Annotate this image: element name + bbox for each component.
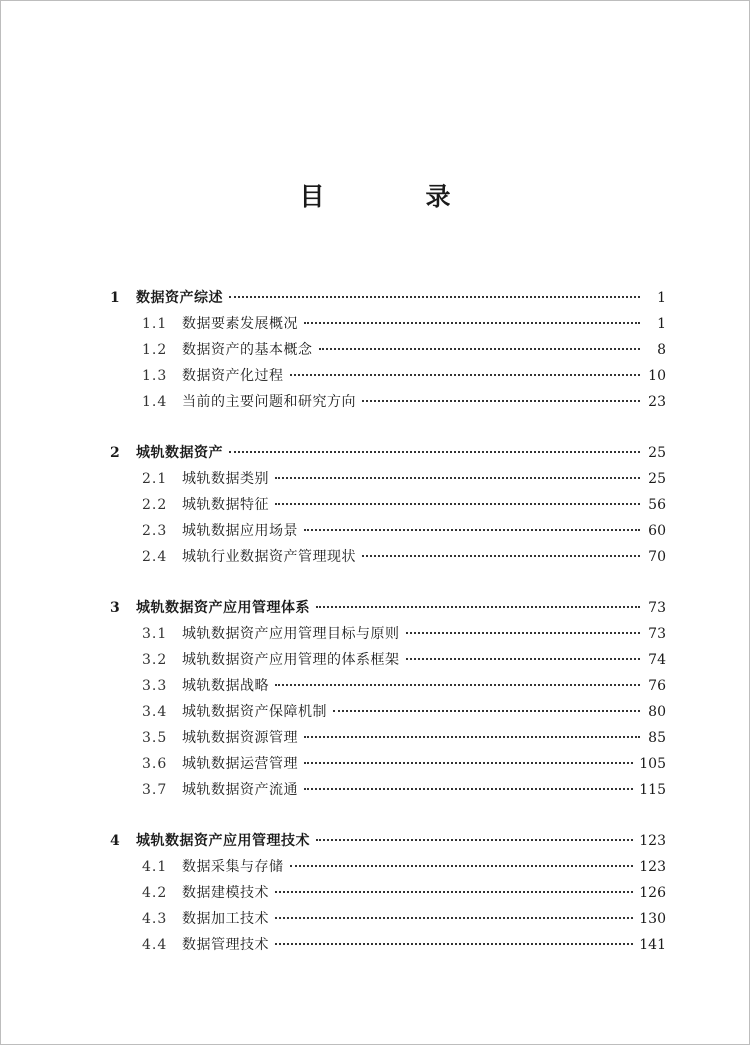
toc-chapter-entry[interactable] [110,440,666,466]
dot-leader [275,477,640,479]
chapter-number: 2 [110,445,120,461]
toc-section-entry[interactable] [110,699,666,725]
toc-section-entry[interactable] [110,880,666,906]
toc-chapter [110,440,666,570]
dot-leader [319,348,641,350]
page-number: 141 [639,937,666,953]
table-of-contents [110,285,666,983]
page-number: 126 [639,885,666,901]
page-number: 123 [639,859,666,875]
toc-section-entry[interactable] [110,389,666,415]
section-title: 城轨数据应用场景 [182,523,298,539]
section-number: 3.1 [142,626,168,642]
page-number: 10 [648,368,666,384]
section-title: 数据建模技术 [182,885,269,901]
section-number: 2.2 [142,497,168,513]
section-title: 数据管理技术 [182,937,269,953]
section-number: 3.2 [142,652,168,668]
toc-section-entry[interactable] [110,777,666,803]
dot-leader [229,451,640,453]
dot-leader [275,891,633,893]
page-number: 74 [648,652,666,668]
section-number: 3.4 [142,704,168,720]
section-title: 城轨数据类别 [182,471,269,487]
toc-chapter-entry[interactable] [110,828,666,854]
section-title: 城轨数据资源管理 [182,730,298,746]
section-number: 1.1 [142,316,168,332]
section-title: 数据采集与存储 [182,859,284,875]
section-title: 城轨数据资产流通 [182,782,298,798]
toc-section-entry[interactable] [110,518,666,544]
dot-leader [304,736,640,738]
dot-leader [290,865,634,867]
section-number: 1.4 [142,394,168,410]
page-number: 1 [657,290,666,306]
chapter-number: 4 [110,833,120,849]
toc-chapter-entry[interactable] [110,285,666,311]
toc-section-entry[interactable] [110,932,666,958]
section-title: 当前的主要问题和研究方向 [182,394,356,410]
section-number: 4.3 [142,911,168,927]
section-number: 1.3 [142,368,168,384]
toc-section-entry[interactable] [110,906,666,932]
section-title: 城轨数据特征 [182,497,269,513]
section-number: 1.2 [142,342,168,358]
section-title: 数据资产化过程 [182,368,284,384]
page-number: 123 [639,833,666,849]
dot-leader [333,710,640,712]
toc-section-entry[interactable] [110,337,666,363]
page-number: 115 [639,782,666,798]
toc-section-entry[interactable] [110,725,666,751]
page-number: 60 [648,523,666,539]
page-number: 76 [648,678,666,694]
page-number: 105 [639,756,666,772]
chapter-number: 1 [110,290,120,306]
dot-leader [362,555,640,557]
section-number: 3.7 [142,782,168,798]
chapter-title: 城轨数据资产应用管理体系 [136,600,310,616]
toc-section-entry[interactable] [110,544,666,570]
page-number: 85 [648,730,666,746]
toc-section-entry[interactable] [110,466,666,492]
section-title: 数据加工技术 [182,911,269,927]
toc-section-entry[interactable] [110,854,666,880]
section-title: 城轨数据战略 [182,678,269,694]
section-number: 3.3 [142,678,168,694]
toc-chapter-entry[interactable] [110,595,666,621]
toc-section-entry[interactable] [110,621,666,647]
page-number: 8 [657,342,666,358]
page-number: 23 [648,394,666,410]
chapter-number: 3 [110,600,120,616]
dot-leader [275,684,640,686]
section-title: 城轨数据资产保障机制 [182,704,327,720]
dot-leader [290,374,641,376]
dot-leader [229,296,640,298]
page-number: 25 [648,471,666,487]
dot-leader [362,400,640,402]
toc-section-entry[interactable] [110,673,666,699]
chapter-title: 数据资产综述 [136,290,223,306]
section-title: 数据要素发展概况 [182,316,298,332]
dot-leader [304,762,633,764]
dot-leader [275,943,633,945]
toc-section-entry[interactable] [110,492,666,518]
page-number: 73 [648,626,666,642]
toc-section-entry[interactable] [110,751,666,777]
page-number: 70 [648,549,666,565]
page-number: 56 [648,497,666,513]
toc-chapter [110,285,666,415]
page-number: 80 [648,704,666,720]
section-number: 3.5 [142,730,168,746]
section-number: 2.1 [142,471,168,487]
dot-leader [275,503,640,505]
chapter-title: 城轨数据资产 [136,445,223,461]
dot-leader [406,658,641,660]
dot-leader [316,839,633,841]
section-number: 2.4 [142,549,168,565]
chapter-title: 城轨数据资产应用管理技术 [136,833,310,849]
page-number: 73 [648,600,666,616]
page-number: 25 [648,445,666,461]
section-number: 4.4 [142,937,168,953]
dot-leader [304,529,640,531]
dot-leader [316,606,640,608]
dot-leader [406,632,641,634]
section-title: 数据资产的基本概念 [182,342,313,358]
section-number: 3.6 [142,756,168,772]
page-number: 130 [639,911,666,927]
section-title: 城轨数据运营管理 [182,756,298,772]
section-title: 城轨数据资产应用管理目标与原则 [182,626,400,642]
toc-chapter [110,595,666,803]
toc-section-entry[interactable] [110,363,666,389]
section-title: 城轨数据资产应用管理的体系框架 [182,652,400,668]
toc-section-entry[interactable] [110,311,666,337]
section-title: 城轨行业数据资产管理现状 [182,549,356,565]
dot-leader [304,322,640,324]
section-number: 4.1 [142,859,168,875]
section-number: 2.3 [142,523,168,539]
page-number: 1 [657,316,666,332]
page-title: 目 录 [299,182,489,211]
dot-leader [275,917,633,919]
toc-section-entry[interactable] [110,647,666,673]
section-number: 4.2 [142,885,168,901]
dot-leader [304,788,633,790]
toc-chapter [110,828,666,958]
